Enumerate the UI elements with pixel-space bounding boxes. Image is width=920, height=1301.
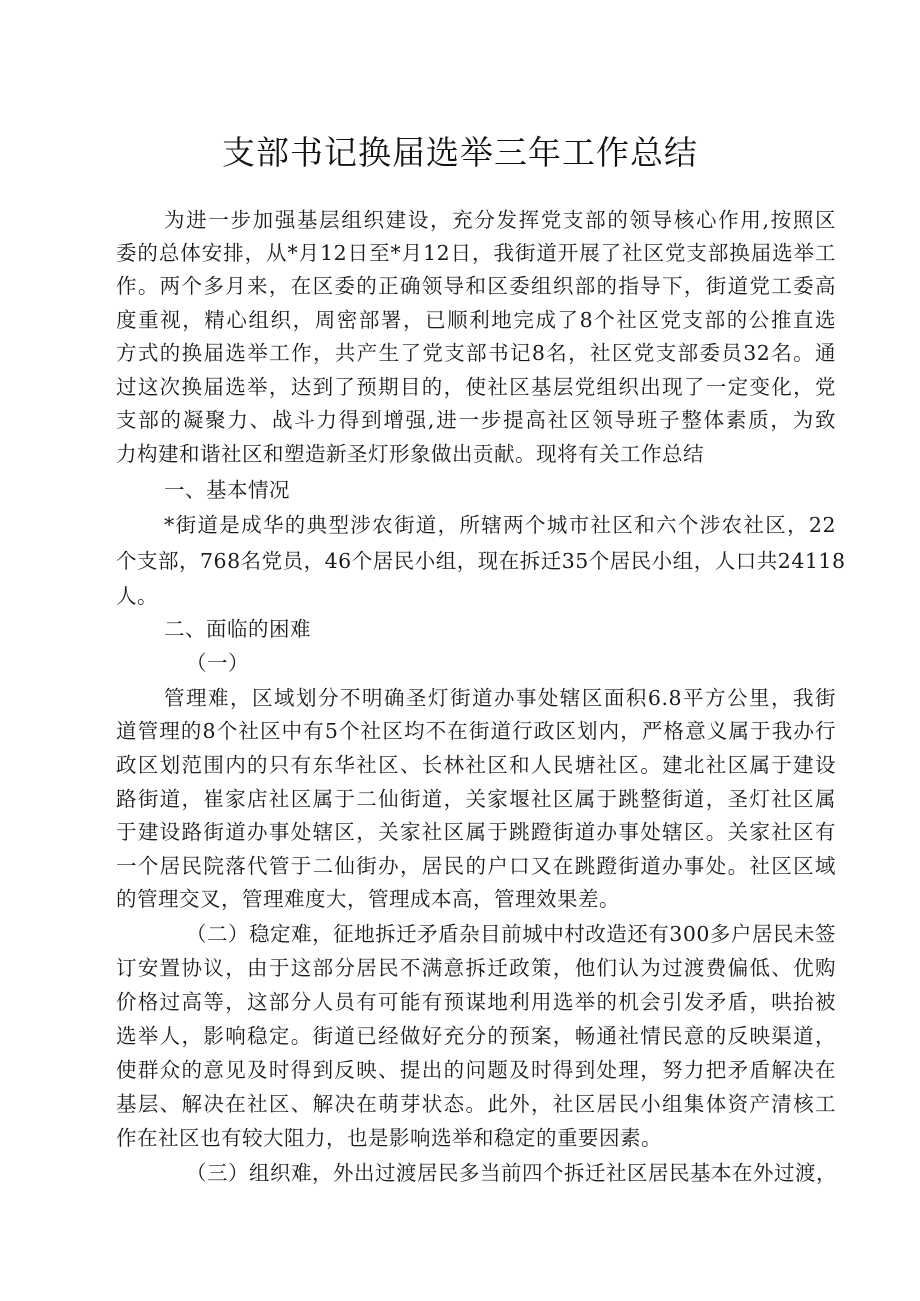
text-line: *街道是成华的典型涉农街道，所辖两个城市社区和六个涉农社区，22 (164, 513, 836, 537)
text-line: 价格过高等，这部分人员有可能有预谋地利用选举的机会引发矛盾，哄抬被 (116, 990, 836, 1014)
text-line: 政区划范围内的只有东华社区、长林社区和人民塘社区。建北社区属于建设 (116, 753, 836, 777)
text-line: （三）组织难，外出过渡居民多当前四个拆迁社区居民基本在外过渡， (186, 1161, 837, 1185)
document-title: 支部书记换届选举三年工作总结 (222, 133, 698, 172)
text-line: 度重视，精心组织，周密部署，已顺利地完成了8个社区党支部的公推直选 (116, 308, 836, 332)
text-line: （二）稳定难，征地拆迁矛盾杂目前城中村改造还有300多户居民未签 (186, 922, 836, 946)
text-line: 一个居民院落代管于二仙街办，居民的户口又在跳蹬街道办事处。社区区域 (116, 854, 836, 878)
text-line: 基层、解决在社区、解决在萌芽状态。此外，社区居民小组集体资产清核工 (116, 1092, 836, 1116)
text-line: 于建设路街道办事处辖区，关家社区属于跳蹬街道办事处辖区。关家社区有 (116, 820, 836, 844)
text-line: 支部的凝聚力、战斗力得到增强,进一步提高社区领导班子整体素质，为致 (116, 408, 836, 432)
text-line: 管理难，区域划分不明确圣灯街道办事处辖区面积6.8平方公里，我街 (164, 686, 836, 710)
text-line: 路街道，崔家店社区属于二仙街道，关家堰社区属于跳整街道，圣灯社区属 (116, 787, 836, 811)
section-heading: 一、基本情况 (164, 478, 290, 502)
text-line: 为进一步加强基层组织建设，充分发挥党支部的领导核心作用,按照区 (164, 208, 836, 232)
section-heading: 二、面临的困难 (164, 617, 311, 641)
text-line: 个支部，768名党员，46个居民小组，现在拆迁35个居民小组，人口共24118 (116, 549, 846, 573)
text-line: 方式的换届选举工作，共产生了党支部书记8名，社区党支部委员32名。通 (116, 341, 836, 365)
text-line: 订安置协议，由于这部分居民不满意拆迁政策，他们认为过渡费偏低、优购 (116, 956, 836, 980)
text-line: 过这次换届选举，达到了预期目的，使社区基层党组织出现了一定变化，党 (116, 375, 836, 399)
text-line: 作在社区也有较大阻力，也是影响选举和稳定的重要因素。 (116, 1126, 662, 1150)
text-line: 使群众的意见及时得到反映、提出的问题及时得到处理，努力把矛盾解决在 (116, 1058, 836, 1082)
text-line: 力构建和谐社区和塑造新圣灯形象做出贡献。现将有关工作总结 (116, 442, 704, 466)
text-line: 的管理交叉，管理难度大，管理成本高，管理效果差。 (116, 887, 620, 911)
subsection-heading: （一） (186, 651, 249, 675)
text-line: 人。 (116, 584, 158, 608)
text-line: 道管理的8个社区中有5个社区均不在街道行政区划内，严格意义属于我办行 (116, 719, 836, 743)
text-line: 作。两个多月来，在区委的正确领导和区委组织部的指导下，街道党工委高 (116, 274, 836, 298)
text-line: 委的总体安排，从*月12日至*月12日，我街道开展了社区党支部换届选举工 (116, 241, 836, 265)
text-line: 选举人，影响稳定。街道已经做好充分的预案，畅通社情民意的反映渠道， (116, 1024, 836, 1048)
